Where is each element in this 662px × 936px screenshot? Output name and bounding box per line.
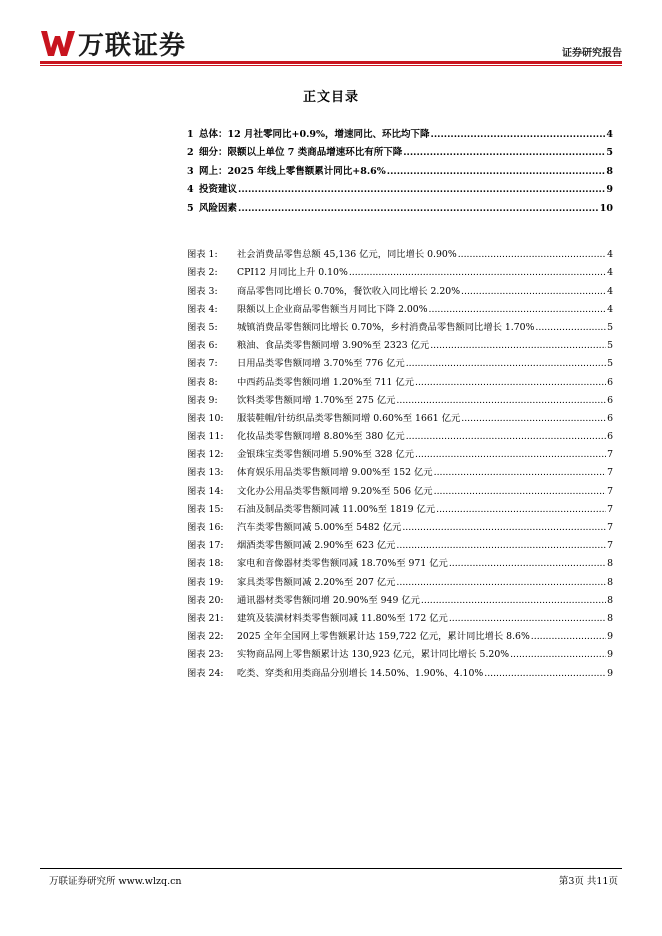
figure-entry[interactable] (187, 478, 613, 496)
leader-dots (431, 129, 606, 140)
toc-entry[interactable] (187, 121, 613, 140)
leader-dots (449, 613, 606, 624)
figure-title: 实物商品网上零售额累计达 130,923 亿元，累计同比增长 5.20% (237, 649, 510, 661)
figure-entry[interactable] (187, 442, 613, 460)
figure-title: 烟酒类零售额同减 2.90%至 623 亿元 (237, 540, 396, 552)
figure-label: 图表 9: (187, 394, 218, 406)
document-type: 证券研究报告 (562, 48, 622, 59)
toc-entry-number: 5 (187, 202, 194, 214)
leader-dots (396, 540, 606, 551)
figure-label: 图表 3: (187, 285, 218, 297)
figure-page: 6 (607, 412, 613, 424)
figure-entry[interactable] (187, 497, 613, 515)
figure-label: 图表 18: (187, 558, 224, 570)
figure-label: 图表 14: (187, 485, 224, 497)
leader-dots (458, 249, 606, 260)
figure-page: 7 (607, 467, 613, 479)
leader-dots (461, 413, 606, 424)
footer-divider (40, 868, 622, 869)
figure-label: 图表 21: (187, 612, 224, 624)
figure-label: 图表 23: (187, 649, 224, 661)
figure-entry[interactable] (187, 351, 613, 369)
figure-page: 7 (607, 485, 613, 497)
figure-title: 中西药品类零售额同增 1.20%至 711 亿元 (237, 376, 415, 388)
figure-page: 4 (607, 267, 613, 279)
figure-entry[interactable] (187, 424, 613, 442)
leader-dots (421, 595, 606, 606)
figure-title: 体育娱乐用品类零售额同增 9.00%至 152 亿元 (237, 467, 433, 479)
figure-entry[interactable] (187, 569, 613, 587)
brand-name: 万联证券 (78, 30, 187, 61)
figure-entry[interactable] (187, 515, 613, 533)
figure-label: 图表 7: (187, 358, 218, 370)
toc-entry-page: 9 (606, 184, 613, 195)
figure-list (187, 242, 613, 679)
toc-entry-page: 8 (606, 165, 613, 177)
figure-entry[interactable] (187, 278, 613, 296)
figure-page: 4 (607, 285, 613, 297)
leader-dots (349, 267, 606, 278)
figure-page: 6 (607, 376, 613, 388)
leader-dots (434, 467, 606, 478)
figure-entry[interactable] (187, 406, 613, 424)
figure-label: 图表 5: (187, 321, 218, 333)
leader-dots (510, 649, 606, 660)
figure-title: 通讯器材类零售额同增 20.90%至 949 亿元 (237, 594, 420, 606)
page-header (40, 26, 622, 66)
figure-label: 图表 10: (187, 412, 224, 424)
toc-entry-page: 5 (606, 147, 613, 158)
figure-entry[interactable] (187, 369, 613, 387)
leader-dots (415, 449, 606, 460)
toc-entry-title: 细分：限额以上单位 7 类商品增速环比有所下降 (199, 147, 403, 158)
figure-entry[interactable] (187, 533, 613, 551)
figure-entry[interactable] (187, 333, 613, 351)
figure-entry[interactable] (187, 315, 613, 333)
figure-label: 图表 20: (187, 594, 224, 606)
leader-dots (430, 340, 606, 351)
figure-entry[interactable] (187, 260, 613, 278)
toc-entry[interactable] (187, 195, 613, 214)
figure-label: 图表 19: (187, 576, 224, 588)
figure-title: 家电和音像器材类零售额同减 18.70%至 971 亿元 (237, 558, 448, 570)
leader-dots (535, 322, 606, 333)
figure-page: 8 (607, 558, 613, 570)
figure-entry[interactable] (187, 551, 613, 569)
figure-page: 4 (607, 303, 613, 315)
toc-entry-title: 风险因素 (199, 202, 238, 214)
leader-dots (396, 577, 606, 588)
page-number: 第3页 共11页 (558, 876, 618, 887)
leader-dots (415, 377, 606, 388)
figure-entry[interactable] (187, 297, 613, 315)
toc-entry-page: 4 (606, 128, 613, 140)
figure-label: 图表 22: (187, 631, 224, 643)
figure-entry[interactable] (187, 242, 613, 260)
figure-page: 9 (607, 631, 613, 643)
figure-page: 7 (607, 449, 613, 461)
leader-dots (406, 358, 606, 369)
figure-page: 4 (607, 249, 613, 261)
figure-entry[interactable] (187, 460, 613, 478)
toc-entry-page: 10 (599, 202, 613, 214)
figure-title: CPI12 月同比上升 0.10% (237, 267, 348, 279)
figure-title: 日用品类零售额同增 3.70%至 776 亿元 (237, 358, 405, 370)
figure-page: 8 (607, 576, 613, 588)
footer-source: 万联证券研究所 www.wlzq.cn (49, 876, 182, 887)
figure-label: 图表 16: (187, 522, 224, 533)
figure-page: 5 (607, 340, 613, 352)
toc-entry-number: 4 (187, 184, 194, 195)
figure-entry[interactable] (187, 624, 613, 642)
figure-title: 吃类、穿类和用类商品分别增长 14.50%、1.90%、4.10% (237, 667, 484, 679)
figure-page: 6 (607, 394, 613, 406)
figure-page: 5 (607, 321, 613, 333)
figure-entry[interactable] (187, 660, 613, 678)
figure-label: 图表 13: (187, 467, 224, 479)
leader-dots (484, 668, 606, 679)
toc-entry-title: 网上：2025 年线上零售额累计同比+8.6% (199, 165, 386, 177)
figure-page: 8 (607, 612, 613, 624)
toc-entry-title: 总体：12 月社零同比+0.9%，增速同比、环比均下降 (199, 128, 430, 140)
figure-label: 图表 12: (187, 449, 224, 461)
leader-dots (429, 304, 607, 315)
figure-page: 8 (607, 594, 613, 606)
leader-dots (406, 431, 606, 442)
figure-page: 7 (607, 540, 613, 552)
leader-dots (238, 184, 605, 195)
figure-entry[interactable] (187, 588, 613, 606)
figure-label: 图表 2: (187, 267, 218, 279)
figure-title: 2025 全年全国网上零售额累计达 159,722 亿元，累计同比增长 8.6% (237, 631, 530, 643)
leader-dots (403, 147, 605, 158)
w-logo-icon (40, 28, 76, 58)
header-divider (40, 61, 622, 64)
toc-title: 正文目录 (302, 90, 359, 105)
leader-dots (434, 486, 606, 497)
figure-label: 图表 6: (187, 340, 218, 352)
brand-logo (40, 26, 186, 60)
figure-page: 7 (607, 522, 613, 533)
toc-entry[interactable] (187, 177, 613, 196)
figure-title: 文化办公用品类零售额同增 9.20%至 506 亿元 (237, 485, 433, 497)
toc-entry-number: 1 (187, 128, 194, 140)
figure-label: 图表 1: (187, 249, 218, 261)
leader-dots (461, 286, 606, 297)
figure-title: 化妆品类零售额同增 8.80%至 380 亿元 (237, 431, 405, 443)
figure-title: 社会消费品零售总额 45,136 亿元，同比增长 0.90% (237, 249, 457, 261)
figure-title: 粮油、食品类零售额同增 3.90%至 2323 亿元 (237, 340, 430, 352)
figure-title: 限额以上企业商品零售额当月同比下降 2.00% (237, 303, 428, 315)
figure-page: 5 (607, 358, 613, 370)
header-divider-thin (40, 65, 622, 66)
figure-title: 饮料类零售额同增 1.70%至 275 亿元 (237, 394, 396, 406)
figure-label: 图表 11: (187, 431, 224, 443)
figure-title: 家具类零售额同减 2.20%至 207 亿元 (237, 576, 396, 588)
leader-dots (387, 166, 606, 177)
figure-label: 图表 8: (187, 376, 218, 388)
leader-dots (531, 631, 606, 642)
toc-entry-number: 2 (187, 147, 194, 158)
leader-dots (402, 522, 606, 533)
figure-title: 服装鞋帽/针纺织品类零售额同增 0.60%至 1661 亿元 (237, 412, 461, 424)
figure-title: 城镇消费品零售额同比增长 0.70%，乡村消费品零售额同比增长 1.70% (237, 321, 535, 333)
table-of-contents (187, 121, 613, 214)
figure-title: 金银珠宝类零售额同增 5.90%至 328 亿元 (237, 449, 415, 461)
leader-dots (238, 203, 599, 214)
figure-page: 9 (607, 667, 613, 679)
figure-label: 图表 4: (187, 303, 218, 315)
toc-entry-title: 投资建议 (199, 184, 238, 195)
toc-entry[interactable] (187, 140, 613, 159)
figure-title: 建筑及装潢材料类零售额同减 11.80%至 172 亿元 (237, 612, 448, 624)
figure-page: 6 (607, 431, 613, 443)
figure-entry[interactable] (187, 388, 613, 406)
figure-label: 图表 17: (187, 540, 224, 552)
toc-entry[interactable] (187, 158, 613, 177)
figure-title: 商品零售同比增长 0.70%，餐饮收入同比增长 2.20% (237, 285, 461, 297)
toc-entry-number: 3 (187, 165, 194, 177)
figure-label: 图表 24: (187, 667, 224, 679)
leader-dots (396, 395, 606, 406)
figure-title: 石油及制品类零售额同减 11.00%至 1819 亿元 (237, 503, 436, 515)
figure-title: 汽车类零售额同减 5.00%至 5482 亿元 (237, 522, 402, 533)
leader-dots (436, 504, 606, 515)
figure-label: 图表 15: (187, 503, 224, 515)
figure-page: 7 (607, 503, 613, 515)
figure-page: 9 (607, 649, 613, 661)
figure-entry[interactable] (187, 642, 613, 660)
figure-entry[interactable] (187, 606, 613, 624)
leader-dots (449, 558, 606, 569)
